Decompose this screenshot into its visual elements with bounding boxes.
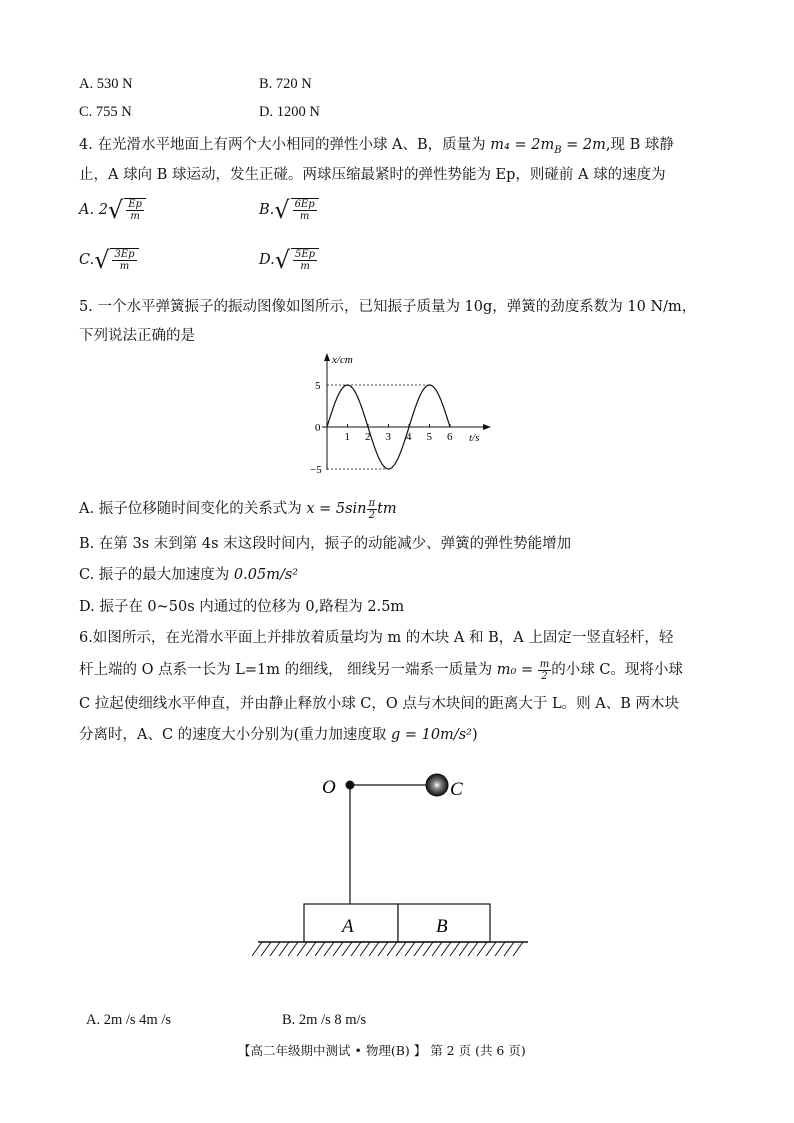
q4-opt-a-num: Ep bbox=[128, 199, 142, 210]
hatch-line bbox=[369, 942, 379, 956]
q4-opt-d-den: m bbox=[300, 261, 310, 272]
q5-opt-c-value: 0.05m/s² bbox=[233, 567, 299, 583]
q5-option-d: D. 振子在 0~50s 内通过的位移为 0,路程为 2.5m bbox=[79, 599, 405, 615]
sqrt-icon: √ bbox=[107, 196, 124, 224]
q5-option-c bbox=[79, 563, 298, 584]
hatch-line bbox=[297, 942, 307, 956]
pendulum-blocks-figure bbox=[252, 758, 532, 978]
x-tick-label: 3 bbox=[385, 431, 391, 443]
sqrt-icon: √ bbox=[274, 196, 290, 224]
q5-opt-c-text: C. 振子的最大加速度为 bbox=[79, 567, 234, 583]
q4-opt-a-label: A. 2 bbox=[79, 202, 108, 218]
sqrt-icon: √ bbox=[94, 246, 110, 274]
label-c: C bbox=[450, 779, 463, 800]
hatch-line bbox=[306, 942, 316, 956]
x-tick-label: 4 bbox=[406, 431, 412, 443]
q4-opt-d-radicand bbox=[291, 248, 319, 272]
q6-line2-post: 的小球 C。现将小球 bbox=[551, 662, 683, 678]
q6-frac-num: m bbox=[539, 658, 550, 670]
q6-option-b: B. 2m /s 8 m/s bbox=[282, 1012, 367, 1028]
hatch-line bbox=[441, 942, 451, 956]
hatch-line bbox=[333, 942, 343, 956]
q4-opt-c-label: C. bbox=[79, 252, 95, 268]
q5-line1: 5. 一个水平弹簧振子的振动图像如图所示，已知振子质量为 10g，弹簧的劲度系数为 10 N/m， bbox=[79, 299, 697, 315]
q4-opt-b-num: 6Ep bbox=[294, 199, 315, 210]
q4-opt-a-radicand bbox=[124, 198, 146, 222]
hatch-line bbox=[423, 942, 433, 956]
q4-option-b bbox=[259, 198, 319, 222]
hatch-line bbox=[342, 942, 352, 956]
q5-line2: 下列说法正确的是 bbox=[79, 328, 195, 344]
hatch-line bbox=[432, 942, 442, 956]
q5-opt-a-formula: x = 5sin bbox=[306, 501, 367, 517]
hatch-line bbox=[477, 942, 487, 956]
q4-opt-c-num: 3Ep bbox=[114, 249, 135, 260]
q6-option-a: A. 2m /s 4m /s bbox=[86, 1012, 171, 1028]
x-tick-label: 5 bbox=[426, 431, 432, 443]
x-tick-label: 6 bbox=[447, 431, 453, 443]
q5-opt-a-frac-den: 2 bbox=[368, 509, 375, 521]
sqrt-icon: √ bbox=[274, 246, 291, 274]
label-b: B bbox=[436, 916, 448, 937]
q6-line2 bbox=[79, 658, 683, 682]
page-footer: 【高二年级期中测试 • 物理(B) 】 第 2 页 (共 6 页) bbox=[238, 1043, 526, 1058]
q4-option-c bbox=[79, 248, 139, 272]
q5-option-b: B. 在第 3s 末到第 4s 末这段时间内，振子的动能减少、弹簧的弹性势能增加 bbox=[79, 536, 572, 552]
hatch-line bbox=[513, 942, 523, 956]
hatch-line bbox=[405, 942, 415, 956]
q4-option-d bbox=[259, 248, 319, 272]
hatch-line bbox=[387, 942, 397, 956]
hatch-line bbox=[414, 942, 424, 956]
q4-opt-c-den: m bbox=[119, 261, 130, 272]
hatch-line bbox=[315, 942, 325, 956]
hatch-line bbox=[360, 942, 370, 956]
q5-opt-a-frac-num: π bbox=[368, 497, 376, 509]
q6-line4-formula: g = 10m/s² bbox=[390, 727, 472, 743]
q4-formula-tail: = 2m bbox=[561, 137, 606, 153]
hatch-line bbox=[486, 942, 496, 956]
hatch-line bbox=[450, 942, 460, 956]
q4-opt-d-label: D. bbox=[259, 252, 275, 268]
ground-hatch bbox=[252, 942, 523, 956]
q6-line4-pre: 分离时，A、C 的速度大小分别为(重力加速度取 bbox=[79, 727, 391, 743]
hatch-line bbox=[459, 942, 469, 956]
hatch-line bbox=[261, 942, 271, 956]
q4-option-a bbox=[79, 198, 146, 222]
q4-opt-a-den: m bbox=[130, 211, 140, 222]
y-axis-label: x/cm bbox=[332, 354, 353, 366]
q4-formula: m₄ = 2m bbox=[490, 137, 555, 153]
y-axis-arrow bbox=[324, 353, 330, 361]
q3-option-d: D. 1200 N bbox=[259, 104, 320, 120]
q4-opt-d-num: 5Ep bbox=[295, 249, 316, 260]
q4-text-post: ,现 B 球静 bbox=[605, 137, 674, 153]
q5-opt-a-text: A. 振子位移随时间变化的关系式为 bbox=[79, 501, 307, 517]
y-tick-label: 5 bbox=[315, 380, 321, 392]
x-tick-label: 2 bbox=[365, 431, 371, 443]
hatch-line bbox=[252, 942, 262, 956]
oscillation-chart bbox=[298, 350, 498, 480]
q4-opt-b-radicand bbox=[291, 198, 319, 222]
hatch-line bbox=[351, 942, 361, 956]
hatch-line bbox=[288, 942, 298, 956]
q6-line2-pre: 杆上端的 O 点系一长为 L=1m 的细线， 细线另一端系一质量为 bbox=[79, 662, 497, 678]
q3-option-c: C. 755 N bbox=[79, 104, 132, 120]
hatch-line bbox=[378, 942, 388, 956]
q6-line4-post: ) bbox=[471, 727, 478, 743]
hatch-line bbox=[279, 942, 289, 956]
q6-line4 bbox=[79, 723, 478, 744]
y-tick-label: 0 bbox=[315, 422, 321, 434]
q4-opt-c-radicand bbox=[110, 248, 138, 272]
q6-line3: C 拉起使细线水平伸直，并由静止释放小球 C，O 点与木块间的距离大于 L。则 A、B 两木块 bbox=[79, 696, 679, 712]
q5-option-a bbox=[79, 497, 397, 521]
q3-option-a: A. 530 N bbox=[79, 76, 133, 92]
q4-opt-b-label: B. bbox=[259, 202, 275, 218]
q4-line2: 止，A 球向 B 球运动，发生正碰。两球压缩最紧时的弹性势能为 Ep，则碰前 A 球的速度为 bbox=[79, 167, 666, 183]
x-axis-label: t/s bbox=[469, 432, 480, 444]
hatch-line bbox=[324, 942, 334, 956]
q4-formula-sub: B bbox=[554, 144, 562, 156]
hatch-line bbox=[504, 942, 514, 956]
q6-line1: 6.如图所示，在光滑水平面上并排放着质量均为 m 的木块 A 和 B，A 上固定一竖直轻杆，轻 bbox=[79, 630, 674, 646]
q3-option-b: B. 720 N bbox=[259, 76, 312, 92]
x-axis-arrow bbox=[483, 424, 491, 430]
hatch-line bbox=[396, 942, 406, 956]
q5-opt-a-tail: tm bbox=[377, 501, 397, 517]
q6-line2-formula: m₀ = bbox=[496, 662, 538, 678]
hatch-line bbox=[270, 942, 280, 956]
x-tick-label: 1 bbox=[344, 431, 350, 443]
hatch-line bbox=[495, 942, 505, 956]
label-a: A bbox=[342, 916, 354, 937]
ball-c bbox=[426, 774, 448, 796]
q4-opt-b-den: m bbox=[299, 211, 310, 222]
q6-frac-den: 2 bbox=[541, 670, 548, 682]
q4-line1 bbox=[79, 133, 674, 156]
y-tick-label: −5 bbox=[310, 464, 322, 476]
q4-text-pre: 4. 在光滑水平地面上有两个大小相同的弹性小球 A、B，质量为 bbox=[79, 137, 491, 153]
hatch-line bbox=[468, 942, 478, 956]
label-o: O bbox=[322, 777, 336, 798]
